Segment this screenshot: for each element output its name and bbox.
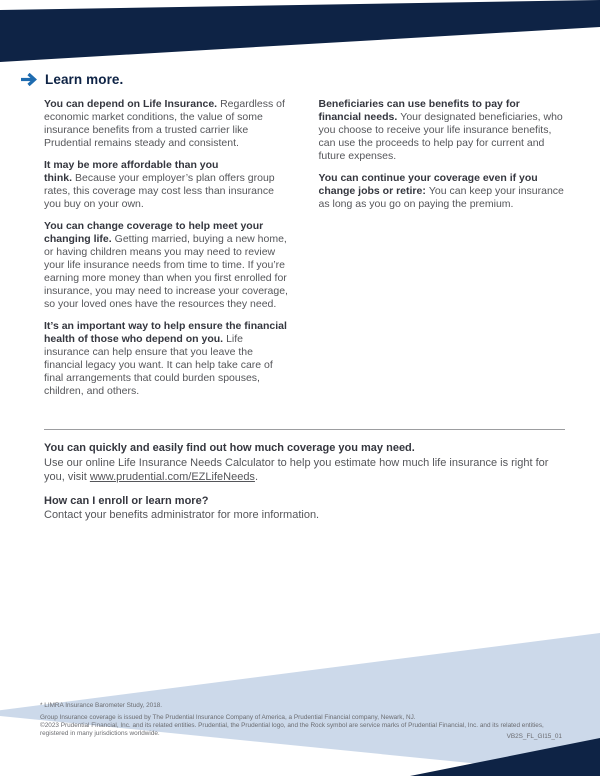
paragraph-lead: You can depend on Life Insurance. xyxy=(44,98,218,110)
paragraph-lead: You can continue your coverage even if you change jobs or retire: xyxy=(318,172,538,197)
right-column xyxy=(319,98,566,407)
calculator-body-period: . xyxy=(254,471,258,483)
paragraph-body: Regardless of economic market conditions, the value of some insurance benefits from a trusted carrier like Prudential remains steady and consistent. xyxy=(44,98,285,149)
paragraph-lead: Beneficiaries can use benefits to pay for financial needs. xyxy=(318,98,520,123)
benefit-paragraph xyxy=(319,98,566,163)
document-code: VB2S_FL_GI15_01 xyxy=(506,733,562,740)
calculator-body-text: Use our online Life Insurance Needs Calculator to help you estimate how much life insurance is right for you, visit xyxy=(44,456,549,483)
right-arrow-icon xyxy=(20,73,37,86)
ezlifeneeds-link[interactable]: www.prudential.com/EZLifeNeeds xyxy=(89,471,255,483)
calculator-body xyxy=(44,456,559,485)
paragraph-body: You can keep your insurance as long as you go on paying the premium. xyxy=(318,185,564,210)
paragraph-body: Because your employer’s plan offers group rates, this coverage may cost less than insurance you buy on your own. xyxy=(44,172,275,210)
learn-more-title: Learn more. xyxy=(45,72,124,87)
paragraph-body: Your designated beneficiaries, who you choose to receive your life insurance benefits, can use the proceeds to help pay for current and future expenses. xyxy=(318,111,563,162)
paragraph-lead: It may be more affordable than you think. xyxy=(44,159,219,184)
paragraph-lead: It’s an important way to help ensure the financial health of those who depend on you. xyxy=(44,320,287,345)
footer-copyright-line: ©2023 Prudential Financial, Inc. and its related entities. Prudential, the Prudential logo, and the Rock symbol are service marks of Prudential Financial, Inc. and its related entities, registered in many jurisdictions worldwide. xyxy=(40,722,544,737)
footer-issuer-line: Group Insurance coverage is issued by The Prudential Insurance Company of America, a Prudential Financial company, Newark, NJ. xyxy=(40,714,416,721)
left-column xyxy=(44,98,291,407)
benefit-paragraph xyxy=(319,172,566,211)
benefit-paragraph xyxy=(44,320,291,398)
learn-more-header xyxy=(20,72,565,87)
coverage-calculator-section xyxy=(44,441,565,523)
calculator-heading: You can quickly and easily find out how much coverage you may need. xyxy=(44,442,415,454)
section-divider xyxy=(44,429,565,430)
footer-legal-block xyxy=(40,702,562,738)
paragraph-body: Getting married, buying a new home, or having children means you may need to review your life insurance needs from time to time. If you’re earning more money than when you first enrolled for insurance, you may need to increase your coverage, so your loved ones have the resources they need. xyxy=(44,233,288,310)
benefit-paragraph xyxy=(44,98,291,150)
two-column-benefits xyxy=(44,98,565,407)
enroll-body: Contact your benefits administrator for more information. xyxy=(44,509,320,521)
enroll-heading: How can I enroll or learn more? xyxy=(44,494,209,507)
benefit-paragraph xyxy=(44,220,291,311)
paragraph-lead: You can change coverage to help meet your changing life. xyxy=(44,220,264,245)
benefit-paragraph xyxy=(44,159,291,211)
paragraph-body: Life insurance can help ensure that you leave the financial legacy you want. It can help take care of final arrangements that could burden spouses, children, and others. xyxy=(44,333,273,397)
footnote-limra: * LIMRA Insurance Barometer Study, 2018. xyxy=(40,702,163,709)
